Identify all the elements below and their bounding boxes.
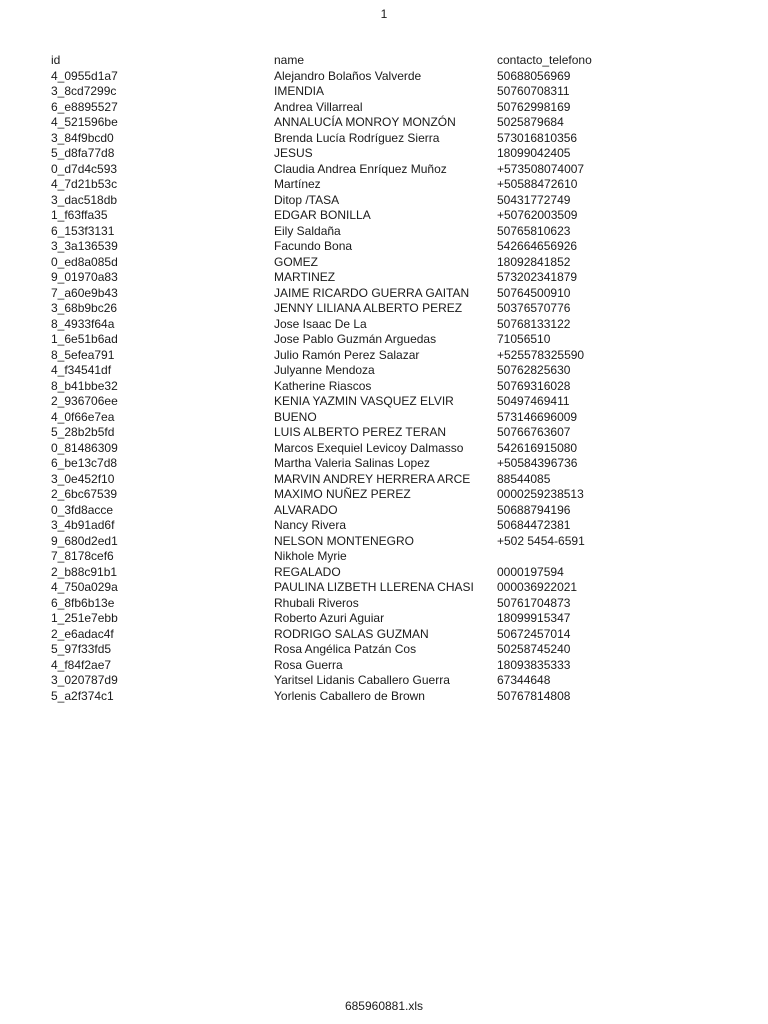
cell-phone: 50762825630 [497, 363, 571, 377]
cell-phone: +50588472610 [497, 177, 578, 191]
cell-id: 3_020787d9 [51, 673, 118, 687]
cell-phone: 542616915080 [497, 440, 578, 455]
cell-phone: 50688056969 [497, 68, 571, 83]
cell-name: RODRIGO SALAS GUZMAN [274, 626, 429, 641]
cell-phone: 50376570776 [497, 301, 571, 315]
cell-id: 3_8cd7299c [51, 84, 117, 98]
spreadsheet-table [51, 53, 751, 704]
cell-id: 8_5efea791 [51, 347, 115, 362]
table-row [51, 177, 751, 193]
cell-id: 2_e6adac4f [51, 626, 114, 641]
table-row [51, 658, 751, 674]
cell-phone: 50688794196 [497, 502, 571, 517]
cell-id: 1_f63ffa35 [51, 208, 108, 222]
cell-name: PAULINA LIZBETH LLERENA CHASI [274, 580, 474, 594]
cell-name: KENIA YAZMIN VASQUEZ ELVIR [274, 394, 454, 408]
table-body [51, 69, 751, 705]
cell-phone: 18099042405 [497, 146, 571, 160]
table-row [51, 69, 751, 85]
cell-id: 5_28b2b5fd [51, 425, 115, 439]
cell-id: 8_4933f64a [51, 316, 115, 331]
cell-name: Martínez [274, 177, 321, 191]
cell-name: GOMEZ [274, 254, 318, 269]
cell-id: 6_8fb6b13e [51, 595, 115, 610]
cell-id: 2_936706ee [51, 394, 118, 408]
table-row [51, 673, 751, 689]
cell-id: 0_d7d4c593 [51, 161, 118, 176]
table-row [51, 348, 751, 364]
table-row [51, 131, 751, 147]
column-header-id: id [51, 53, 61, 67]
table-row [51, 363, 751, 379]
cell-phone: 50762998169 [497, 99, 571, 114]
table-row [51, 255, 751, 271]
cell-phone: +573508074007 [497, 161, 585, 176]
cell-name: NELSON MONTENEGRO [274, 533, 415, 548]
header-row [51, 53, 751, 69]
cell-phone: 50767814808 [497, 688, 571, 703]
cell-name: Brenda Lucía Rodríguez Sierra [274, 130, 440, 145]
cell-id: 4_750a029a [51, 580, 118, 594]
cell-name: MAXIMO NUÑEZ PEREZ [274, 487, 411, 501]
cell-id: 5_d8fa77d8 [51, 146, 115, 160]
cell-id: 4_f84f2ae7 [51, 657, 112, 672]
cell-id: 2_b88c91b1 [51, 564, 118, 579]
cell-id: 6_be13c7d8 [51, 456, 118, 470]
cell-phone: +525578325590 [497, 347, 585, 362]
cell-phone: 18092841852 [497, 254, 571, 269]
table-row [51, 472, 751, 488]
cell-id: 5_97f33fd5 [51, 642, 112, 656]
table-row [51, 394, 751, 410]
cell-phone: 50761704873 [497, 595, 571, 610]
table-row [51, 379, 751, 395]
table-row [51, 193, 751, 209]
cell-phone: 5025879684 [497, 115, 564, 129]
cell-id: 4_521596be [51, 115, 118, 129]
cell-id: 3_3a136539 [51, 239, 118, 253]
cell-name: JESUS [274, 146, 313, 160]
table-row [51, 534, 751, 550]
table-row [51, 270, 751, 286]
cell-phone: +50762003509 [497, 208, 578, 222]
cell-name: Yorlenis Caballero de Brown [274, 688, 425, 703]
cell-id: 4_f34541df [51, 363, 112, 377]
table-row [51, 84, 751, 100]
table-row [51, 239, 751, 255]
cell-name: LUIS ALBERTO PEREZ TERAN [274, 425, 447, 439]
cell-name: IMENDIA [274, 84, 325, 98]
cell-phone: 50764500910 [497, 285, 571, 300]
cell-id: 9_680d2ed1 [51, 533, 118, 548]
table-row [51, 286, 751, 302]
cell-id: 1_6e51b6ad [51, 332, 118, 346]
table-row [51, 100, 751, 116]
cell-phone: 0000259238513 [497, 487, 584, 501]
cell-phone: 50766763607 [497, 425, 571, 439]
footer-filename: 685960881.xls [344, 999, 424, 1013]
table-row [51, 146, 751, 162]
table-row [51, 565, 751, 581]
table-row [51, 518, 751, 534]
cell-id: 4_0955d1a7 [51, 68, 118, 83]
cell-phone: 0000197594 [497, 564, 564, 579]
cell-name: Nikhole Myrie [274, 549, 347, 563]
cell-id: 2_6bc67539 [51, 487, 118, 501]
cell-id: 8_b41bbe32 [51, 378, 118, 393]
cell-phone: 18093835333 [497, 657, 571, 672]
cell-name: Andrea Villarreal [274, 99, 363, 114]
cell-phone: 50765810623 [497, 223, 571, 238]
column-header-phone: contacto_telefono [497, 53, 592, 67]
cell-phone: 573202341879 [497, 270, 578, 284]
cell-name: Eily Saldaña [274, 223, 341, 238]
cell-name: ALVARADO [274, 502, 338, 517]
table-row [51, 425, 751, 441]
cell-name: Facundo Bona [274, 239, 353, 253]
cell-phone: 88544085 [497, 471, 551, 486]
table-row [51, 580, 751, 596]
cell-name: Nancy Rivera [274, 518, 347, 532]
cell-name: Rhubali Riveros [274, 595, 359, 610]
cell-id: 3_4b91ad6f [51, 518, 115, 532]
table-row [51, 689, 751, 705]
cell-name: EDGAR BONILLA [274, 208, 371, 222]
cell-phone: 573016810356 [497, 130, 578, 145]
cell-id: 3_84f9bcd0 [51, 130, 114, 145]
cell-name: Claudia Andrea Enríquez Muñoz [274, 161, 447, 176]
cell-phone: +502 5454-6591 [497, 533, 585, 548]
cell-name: MARVIN ANDREY HERRERA ARCE [274, 471, 471, 486]
cell-phone: 71056510 [497, 332, 551, 346]
cell-phone: 50672457014 [497, 626, 571, 641]
table-row [51, 162, 751, 178]
cell-name: Katherine Riascos [274, 378, 372, 393]
cell-name: Marcos Exequiel Levicoy Dalmasso [274, 440, 464, 455]
cell-phone: 50684472381 [497, 518, 571, 532]
table-row [51, 642, 751, 658]
table-row [51, 611, 751, 627]
cell-name: Rosa Guerra [274, 657, 343, 672]
cell-id: 7_8178cef6 [51, 549, 114, 563]
cell-phone: 67344648 [497, 673, 551, 687]
cell-id: 6_e8895527 [51, 99, 118, 114]
cell-name: Rosa Angélica Patzán Cos [274, 642, 417, 656]
cell-name: Julyanne Mendoza [274, 363, 375, 377]
cell-name: ANNALUCÍA MONROY MONZÓN [274, 115, 456, 129]
table-row [51, 317, 751, 333]
table-row [51, 224, 751, 240]
cell-name: Ditop /TASA [274, 192, 340, 207]
cell-id: 0_ed8a085d [51, 254, 118, 269]
cell-phone: 50769316028 [497, 378, 571, 393]
table-row [51, 627, 751, 643]
table-row [51, 549, 751, 565]
table-row [51, 208, 751, 224]
table-row [51, 115, 751, 131]
cell-name: Martha Valeria Salinas Lopez [274, 456, 430, 470]
cell-name: Roberto Azuri Aguiar [274, 611, 385, 625]
cell-name: Alejandro Bolaños Valverde [274, 68, 422, 83]
cell-phone: 50431772749 [497, 192, 571, 207]
cell-name: Yaritsel Lidanis Caballero Guerra [274, 673, 450, 687]
cell-id: 0_81486309 [51, 440, 118, 455]
cell-id: 4_0f66e7ea [51, 409, 115, 424]
cell-id: 3_68b9bc26 [51, 301, 118, 315]
cell-phone: 50497469411 [497, 394, 570, 408]
cell-id: 1_251e7ebb [51, 611, 118, 625]
table-row [51, 332, 751, 348]
cell-name: BUENO [274, 409, 317, 424]
cell-id: 9_01970a83 [51, 270, 118, 284]
cell-id: 0_3fd8acce [51, 502, 114, 517]
cell-phone: +50584396736 [497, 456, 578, 470]
table-row [51, 410, 751, 426]
cell-id: 4_7d21b53c [51, 177, 118, 191]
cell-phone: 50760708311 [497, 84, 570, 98]
cell-phone: 542664656926 [497, 239, 578, 253]
table-row [51, 503, 751, 519]
cell-id: 5_a2f374c1 [51, 688, 114, 703]
cell-name: JAIME RICARDO GUERRA GAITAN [274, 285, 470, 300]
cell-id: 3_dac518db [51, 192, 118, 207]
cell-id: 6_153f3131 [51, 223, 115, 238]
table-row [51, 301, 751, 317]
cell-name: MARTINEZ [274, 270, 336, 284]
cell-id: 3_0e452f10 [51, 471, 115, 486]
cell-id: 7_a60e9b43 [51, 285, 118, 300]
table-row [51, 487, 751, 503]
cell-name: Jose Pablo Guzmán Arguedas [274, 332, 437, 346]
cell-phone: 000036922021 [497, 580, 578, 594]
page-number: 1 [380, 7, 388, 21]
cell-name: Jose Isaac De La [274, 316, 367, 331]
cell-phone: 50768133122 [497, 316, 571, 331]
table-row [51, 441, 751, 457]
cell-name: REGALADO [274, 564, 341, 579]
table-row [51, 596, 751, 612]
cell-name: Julio Ramón Perez Salazar [274, 347, 420, 362]
table-row [51, 456, 751, 472]
cell-phone: 50258745240 [497, 642, 571, 656]
cell-phone: 18099915347 [497, 611, 571, 625]
cell-phone: 573146696009 [497, 409, 578, 424]
cell-name: JENNY LILIANA ALBERTO PEREZ [274, 301, 463, 315]
column-header-name: name [274, 53, 305, 67]
